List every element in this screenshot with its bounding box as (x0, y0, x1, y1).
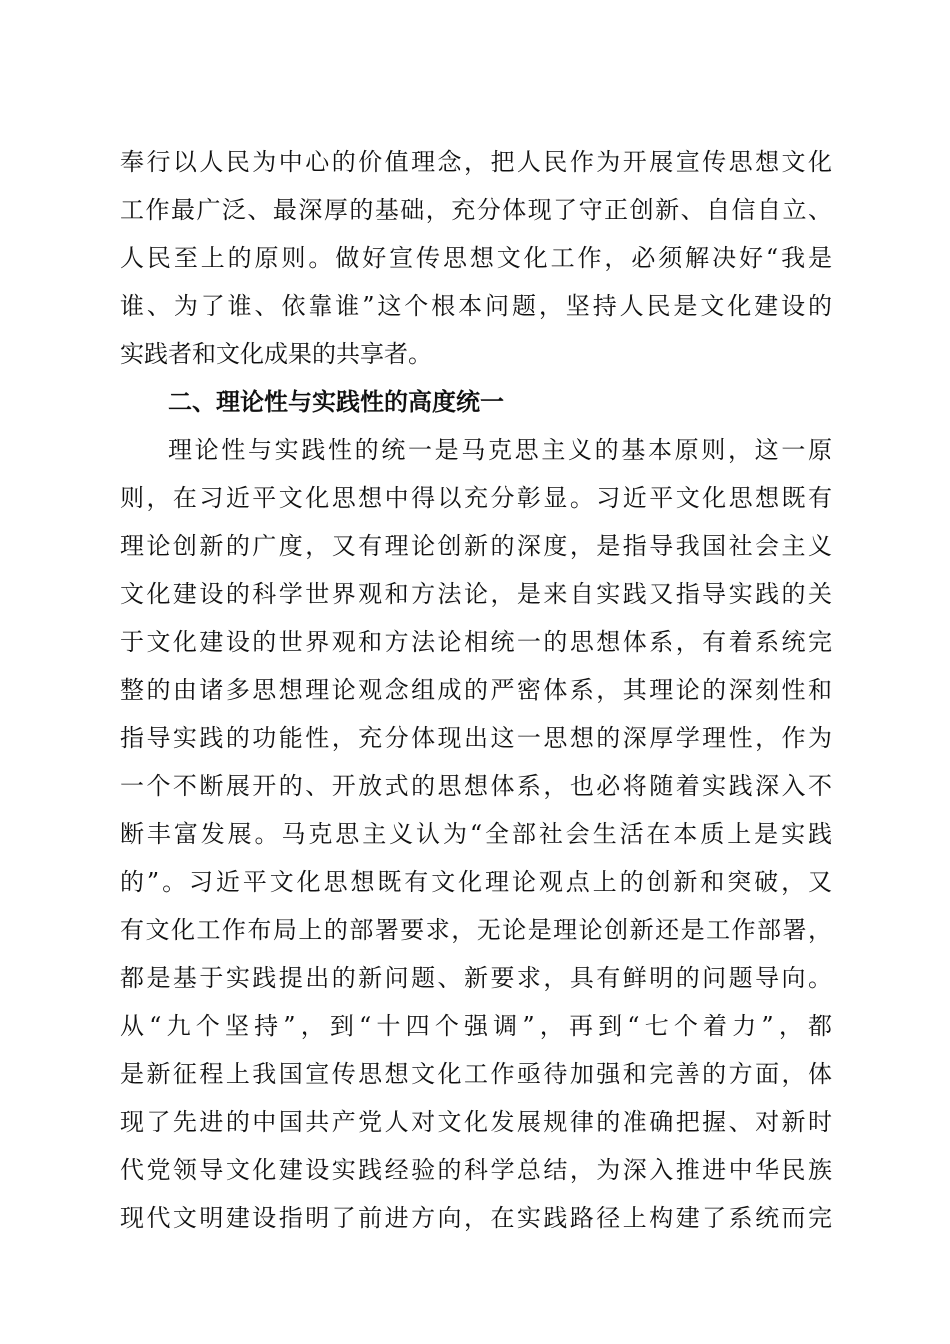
paragraph-2-line-8: 一个不断展开的、开放式的思想体系，也必将随着实践深入不 (120, 772, 832, 800)
paragraph-2-line-17: 现代文明建设指明了前进方向，在实践路径上构建了系统而完 (120, 1204, 832, 1232)
paragraph-2-line-10: 的”。习近平文化思想既有文化理论观点上的创新和突破，又 (120, 868, 832, 896)
paragraph-2-line-5: 于文化建设的世界观和方法论相统一的思想体系，有着系统完 (120, 628, 832, 656)
paragraph-1-line-1: 奉行以人民为中心的价值理念，把人民作为开展宣传思想文化 (120, 148, 832, 176)
paragraph-1-line-5: 实践者和文化成果的共享者。 (120, 340, 432, 368)
paragraph-2-line-14: 是新征程上我国宣传思想文化工作亟待加强和完善的方面，体 (120, 1060, 832, 1088)
paragraph-1-line-4: 谁、为了谁、依靠谁”这个根本问题，坚持人民是文化建设的 (120, 292, 832, 320)
paragraph-2-line-4: 文化建设的科学世界观和方法论，是来自实践又指导实践的关 (120, 580, 832, 608)
paragraph-1-line-2: 工作最广泛、最深厚的基础，充分体现了守正创新、自信自立、 (120, 196, 832, 224)
paragraph-2-line-6: 整的由诸多思想理论观念组成的严密体系，其理论的深刻性和 (120, 676, 832, 704)
paragraph-2-line-11: 有文化工作布局上的部署要求，无论是理论创新还是工作部署， (120, 916, 832, 944)
paragraph-2-line-3: 理论创新的广度，又有理论创新的深度，是指导我国社会主义 (120, 532, 832, 560)
paragraph-2-line-12: 都是基于实践提出的新问题、新要求，具有鲜明的问题导向。 (120, 964, 832, 992)
paragraph-2-line-16: 代党领导文化建设实践经验的科学总结，为深入推进中华民族 (120, 1156, 832, 1184)
paragraph-2-line-7: 指导实践的功能性，充分体现出这一思想的深厚学理性，作为 (120, 724, 832, 752)
paragraph-2-line-1: 理论性与实践性的统一是马克思主义的基本原则，这一原 (168, 436, 832, 464)
paragraph-2-line-13: 从“九个坚持”，到“十四个强调”，再到“七个着力”，都 (120, 1012, 832, 1040)
paragraph-2-line-15: 现了先进的中国共产党人对文化发展规律的准确把握、对新时 (120, 1108, 832, 1136)
section-heading: 二、理论性与实践性的高度统一 (168, 388, 504, 416)
paragraph-2-line-2: 则，在习近平文化思想中得以充分彰显。习近平文化思想既有 (120, 484, 832, 512)
paragraph-1-line-3: 人民至上的原则。做好宣传思想文化工作，必须解决好“我是 (120, 244, 832, 272)
paragraph-2-line-9: 断丰富发展。马克思主义认为“全部社会生活在本质上是实践 (120, 820, 832, 848)
